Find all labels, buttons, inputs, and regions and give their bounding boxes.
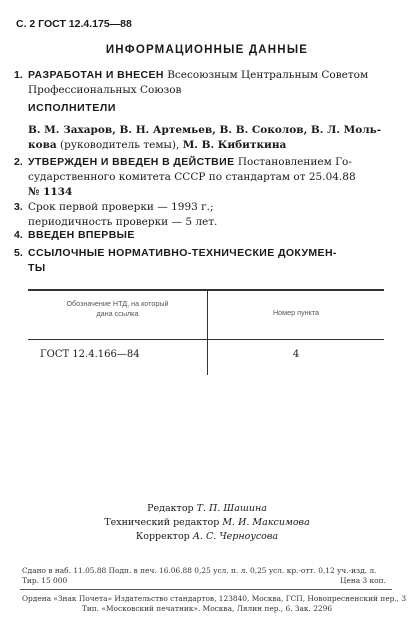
performers-line-2a: кова — [28, 139, 57, 151]
item-3-number: 3. — [14, 201, 23, 213]
imprint-circulation: Тир. 15 000 — [22, 576, 68, 585]
item-3 — [14, 200, 218, 230]
imprint-rule — [20, 589, 392, 590]
imprint-line-1: Сдано в наб. 11.05.88 Подп. в печ. 16.06.88 0,25 усл. п. л. 0,25 усл. кр.-отт. 0,12 уч.-изд. л. — [22, 566, 377, 575]
imprint-publisher: Ордена «Знак Почета» Издательство стандартов, 123840, Москва, ГСП, Новопресненский пер., 3 — [22, 594, 407, 603]
table-header-rule — [28, 339, 384, 340]
table-cell-ntd: ГОСТ 12.4.166—84 — [40, 349, 140, 360]
item-2-heading: УТВЕРЖДЕН И ВВЕДЕН В ДЕЙСТВИЕ — [28, 156, 235, 168]
performers-line-2b: (руководитель темы), — [60, 139, 180, 151]
item-3-text: Срок первой проверки — 1993 г.; — [28, 201, 214, 213]
credit-editor-role: Редактор — [147, 503, 194, 514]
performers-line-1: В. М. Захаров, В. Н. Артемьев, В. В. Соколов, В. Л. Моль- — [28, 124, 382, 136]
credit-corrector — [0, 531, 414, 542]
item-4-heading: ВВЕДЕН ВПЕРВЫЕ — [28, 229, 135, 241]
item-5-heading: ССЫЛОЧНЫЕ НОРМАТИВНО-ТЕХНИЧЕСКИЕ ДОКУМЕН- — [28, 247, 337, 259]
item-2-text: Постановлением Го- — [237, 156, 352, 168]
credit-editor — [0, 503, 414, 514]
page-title: ИНФОРМАЦИОННЫЕ ДАННЫЕ — [105, 44, 309, 56]
credit-corrector-role: Корректор — [135, 531, 190, 542]
performers-heading: ИСПОЛНИТЕЛИ — [28, 102, 117, 114]
performers-list — [28, 123, 381, 153]
credit-tech-editor-role: Технический редактор — [104, 517, 220, 528]
imprint-printer: Тип. «Московский печатник». Москва, Лялин пер., 6. Зак. 2296 — [81, 604, 333, 613]
item-1 — [14, 68, 369, 98]
table-cell-point: 4 — [292, 349, 300, 360]
imprint-price: Цена 3 коп. — [340, 576, 386, 585]
table-col1-header-line2: дана ссылка — [96, 309, 139, 318]
page-header: С. 2 ГОСТ 12.4.175—88 — [16, 18, 132, 30]
item-1-number: 1. — [14, 69, 23, 81]
performers-line-2c: М. В. Кибиткина — [182, 139, 287, 151]
item-3-text-cont: периодичность проверки — 5 лет. — [28, 216, 218, 228]
item-5 — [14, 246, 337, 276]
table-col1-header-line1: Обозначение НТД, на который — [66, 299, 169, 308]
item-5-heading-cont: ТЫ — [28, 262, 46, 274]
table-col1-header — [28, 299, 207, 319]
item-4-number: 4. — [14, 229, 23, 241]
table-col2-header: Номер пункта — [272, 308, 319, 317]
item-2-text-cont: сударственного комитета СССР по стандартам от 25.04.88 — [28, 171, 356, 183]
item-2-text-number: № 1134 — [28, 186, 73, 198]
credit-tech-editor-name: М. И. Максимова — [222, 517, 310, 528]
item-2-number: 2. — [14, 156, 23, 168]
table-column-divider — [207, 290, 208, 375]
credit-tech-editor — [0, 517, 414, 528]
credit-corrector-name: А. С. Черноусова — [192, 531, 279, 542]
item-5-number: 5. — [14, 247, 23, 259]
credit-editor-name: Т. П. Шашина — [196, 503, 267, 514]
table-top-rule — [28, 289, 384, 291]
item-1-heading: РАЗРАБОТАН И ВНЕСЕН — [28, 69, 164, 81]
item-2 — [14, 155, 356, 200]
item-4 — [14, 228, 135, 243]
item-1-text: Всесоюзным Центральным Советом — [167, 69, 369, 81]
item-1-text-cont: Профессиональных Союзов — [28, 84, 182, 96]
